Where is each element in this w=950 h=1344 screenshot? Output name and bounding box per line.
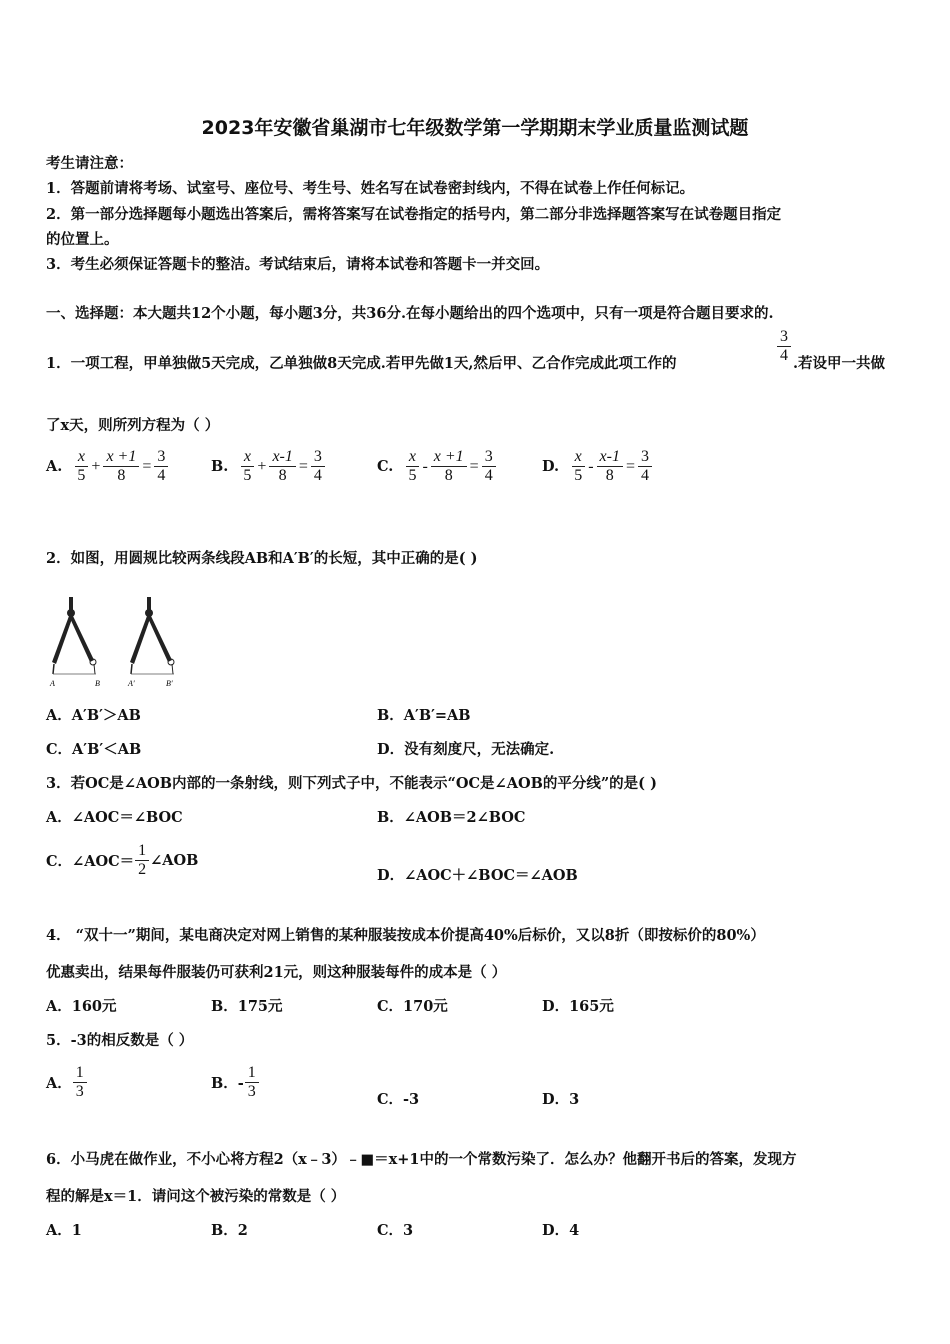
q4-stem-a: 4． “双十一”期间，某电商决定对网上销售的某种服装按成本价提高40%后标价，又以8折（即按标价的80%） <box>46 927 765 944</box>
q5-option-a-den: 3 <box>75 1083 84 1100</box>
compass-left <box>52 597 96 674</box>
q3-option-a[interactable]: A．∠AOC＝∠BOC <box>46 809 183 826</box>
q1-option-a[interactable] <box>46 448 169 485</box>
q1-d-rhs-den: 4 <box>641 467 649 484</box>
q1-option-c-label: C. <box>377 458 394 475</box>
q3-option-c-num: 1 <box>135 842 149 861</box>
q6-option-b[interactable]: B．2 <box>211 1222 248 1239</box>
q1-option-b[interactable] <box>211 448 326 485</box>
compass-right <box>130 597 174 674</box>
label-b: B <box>95 679 100 688</box>
q1-option-d[interactable] <box>542 448 653 485</box>
notice-item-3: 3．考生必须保证答题卡的整洁。考试结束后，请将本试卷和答题卡一并交回。 <box>46 256 550 273</box>
q1-option-b-label: B. <box>211 458 229 475</box>
q5-option-a[interactable] <box>46 1064 88 1101</box>
q1-option-a-label: A. <box>46 458 63 475</box>
q4-option-c[interactable]: C．170元 <box>377 998 448 1015</box>
q1-c-term2-den: 8 <box>444 467 453 484</box>
q1-fraction <box>776 328 792 365</box>
q1-b-rhs-den: 4 <box>313 467 322 484</box>
q3-option-c[interactable] <box>46 842 198 879</box>
q3-option-c-pre: C．∠AOC＝ <box>46 853 135 870</box>
q1-option-d-label: D. <box>542 458 560 475</box>
q5-option-b[interactable] <box>211 1064 260 1101</box>
q1-a-term1-num: x <box>75 448 88 467</box>
q5-option-c[interactable]: C．-3 <box>377 1091 420 1108</box>
q1-frac-den: 4 <box>780 347 788 364</box>
q6-option-a[interactable]: A．1 <box>46 1222 82 1239</box>
q1-b-equals: = <box>298 457 308 475</box>
q1-b-term1-num: x <box>241 448 254 467</box>
q5-option-b-num: 1 <box>245 1064 259 1083</box>
q1-a-equals: = <box>142 457 152 475</box>
q1-a-rhs-den: 4 <box>157 467 166 484</box>
q1-c-equals: = <box>469 457 479 475</box>
q1-d-equals: = <box>625 457 635 475</box>
q1-frac-num: 3 <box>777 328 791 347</box>
q1-c-term1-num: x <box>406 448 419 467</box>
q1-c-rhs-den: 4 <box>484 467 493 484</box>
q1-d-term2-num: x-1 <box>597 448 623 467</box>
q1-d-term1-num: x <box>572 448 585 467</box>
q4-stem-b: 优惠卖出，结果每件服装仍可获利21元，则这种服装每件的成本是（ ） <box>46 964 507 981</box>
q1-stem-a: 1．一项工程，甲单独做5天完成，乙单独做8天完成.若甲先做1天,然后甲、乙合作完成此项工作的 <box>46 355 677 372</box>
q6-option-d[interactable]: D．4 <box>542 1222 580 1239</box>
label-a-prime: A′ <box>128 679 135 688</box>
q3-option-c-post: ∠AOB <box>150 852 199 869</box>
q3-option-b[interactable]: B．∠AOB＝2∠BOC <box>377 809 526 826</box>
q2-option-c[interactable]: C．A′B′＜AB <box>46 741 142 758</box>
q3-option-d[interactable]: D．∠AOC＋∠BOC＝∠AOB <box>377 867 578 884</box>
q5-stem: 5．-3的相反数是（ ） <box>46 1032 194 1049</box>
q2-option-a[interactable]: A．A′B′＞AB <box>46 707 141 724</box>
q1-stem-c: 了x天，则所列方程为（ ） <box>46 417 220 434</box>
q1-d-term2-den: 8 <box>605 467 614 484</box>
q1-b-operator: + <box>257 457 267 475</box>
q1-c-term2-num: x +1 <box>431 448 467 467</box>
label-a: A <box>50 679 55 688</box>
q1-b-term2-num: x-1 <box>269 448 295 467</box>
q1-a-operator: + <box>91 457 101 475</box>
q1-d-rhs-num: 3 <box>638 448 652 467</box>
notice-heading: 考生请注意： <box>46 155 133 172</box>
q1-c-operator: - <box>422 457 428 475</box>
q1-c-term1-den: 5 <box>408 467 417 484</box>
q3-option-c-den: 2 <box>138 861 147 878</box>
q4-option-a[interactable]: A．160元 <box>46 998 117 1015</box>
notice-item-2-cont: 的位置上。 <box>46 231 119 248</box>
q1-a-term2-den: 8 <box>117 467 126 484</box>
q2-stem: 2．如图，用圆规比较两条线段AB和A′B′的长短，其中正确的是( ) <box>46 550 478 567</box>
q1-b-rhs-num: 3 <box>311 448 325 467</box>
q1-a-rhs-num: 3 <box>154 448 168 467</box>
q1-option-c[interactable] <box>377 448 497 485</box>
q3-stem: 3．若OC是∠AOB内部的一条射线，则下列式子中，不能表示“OC是∠AOB的平分线”的是( ) <box>46 775 657 792</box>
notice-item-1: 1．答题前请将考场、试室号、座位号、考生号、姓名写在试卷密封线内，不得在试卷上作任何标记。 <box>46 180 695 197</box>
q1-d-operator: - <box>588 457 594 475</box>
q1-d-term1-den: 5 <box>574 467 583 484</box>
q5-option-a-label: A． <box>46 1075 72 1092</box>
notice-item-2: 2．第一部分选择题每小题选出答案后，需将答案写在试卷指定的括号内，第二部分非选择题答案写在试卷题目指定 <box>46 206 782 223</box>
label-b-prime: B′ <box>166 679 173 688</box>
q6-option-c[interactable]: C．3 <box>377 1222 414 1239</box>
q1-c-rhs-num: 3 <box>482 448 496 467</box>
q5-option-b-label: B．- <box>211 1075 244 1092</box>
section-heading: 一、选择题：本大题共12个小题，每小题3分，共36分.在每小题给出的四个选项中，只有一项是符合题目要求的. <box>46 305 774 322</box>
q1-b-term1-den: 5 <box>243 467 252 484</box>
q5-option-b-den: 3 <box>247 1083 256 1100</box>
q1-a-term1-den: 5 <box>77 467 86 484</box>
q2-option-b[interactable]: B．A′B′=AB <box>377 707 471 724</box>
q4-option-b[interactable]: B．175元 <box>211 998 283 1015</box>
q5-option-a-num: 1 <box>73 1064 87 1083</box>
q5-option-d[interactable]: D．3 <box>542 1091 580 1108</box>
q6-stem-a: 6．小马虎在做作业，不小心将方程2（x﹣3）﹣■＝x+1中的一个常数污染了．怎么办？他翻开书后的答案，发现方 <box>46 1151 797 1168</box>
page-title: 2023年安徽省巢湖市七年级数学第一学期期末学业质量监测试题 <box>201 117 749 139</box>
q6-stem-b: 程的解是x＝1．请问这个被污染的常数是（ ） <box>46 1188 346 1205</box>
q1-a-term2-num: x +1 <box>103 448 139 467</box>
q1-b-term2-den: 8 <box>278 467 287 484</box>
q4-option-d[interactable]: D．165元 <box>542 998 614 1015</box>
q2-option-d[interactable]: D．没有刻度尺，无法确定. <box>377 741 555 758</box>
q1-stem-b: .若设甲一共做 <box>793 355 886 372</box>
compass-figure <box>44 594 194 690</box>
